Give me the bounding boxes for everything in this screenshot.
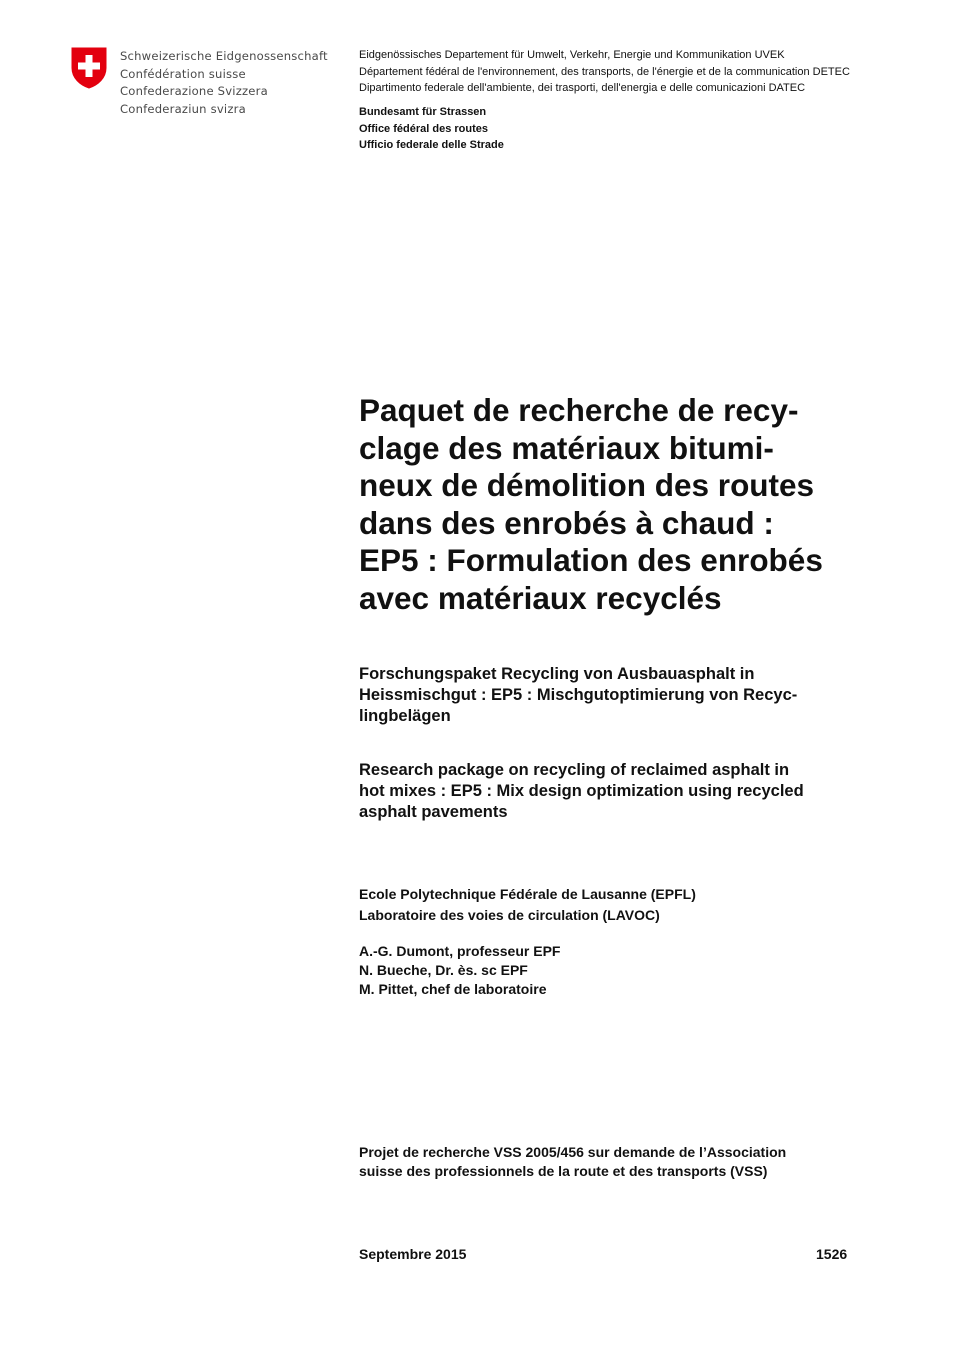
title-line: neux de démolition des routes	[359, 467, 815, 503]
subtitle-line: Research package on recycling of reclaimed asphalt in	[359, 761, 790, 779]
department-line-it: Dipartimento federale dell'ambiente, dei trasporti, dell'energia e delle comunicazioni DATEC	[359, 82, 806, 94]
subtitle-german	[359, 664, 859, 726]
department-line-de: Eidgenössisches Departement für Umwelt, Verkehr, Energie und Kommunikation UVEK	[359, 49, 785, 61]
project-line: suisse des professionnels de la route et des transports (VSS)	[359, 1162, 768, 1179]
department-header	[359, 47, 850, 97]
subtitle-line: hot mixes : EP5 : Mix design optimization using recycled	[359, 781, 804, 800]
subtitle-line: asphalt pavements	[359, 802, 508, 821]
office-line-de: Bundesamt für Strassen	[359, 106, 487, 118]
subtitle-line: Forschungspaket Recycling von Ausbauasphalt in	[359, 665, 755, 683]
title-line: EP5 : Formulation des enrobés	[359, 542, 823, 578]
confederation-logo	[70, 44, 340, 124]
confederation-line-rm: Confederaziun svizra	[120, 101, 246, 116]
confederation-line-it: Confederazione Svizzera	[120, 84, 268, 98]
project-note	[359, 1143, 786, 1181]
swiss-shield-icon	[70, 46, 108, 90]
authors-block	[359, 942, 560, 998]
publication-date: Septembre 2015	[359, 1246, 467, 1262]
confederation-names	[120, 48, 328, 118]
title-line: dans des enrobés à chaud :	[359, 504, 774, 541]
subtitle-english	[359, 760, 859, 822]
department-line-fr: Département fédéral de l'environnement, des transports, de l'énergie et de la communication DETEC	[359, 65, 850, 78]
office-line-it: Ufficio federale delle Strade	[359, 139, 504, 151]
author-line: A.-G. Dumont, professeur EPF	[359, 943, 561, 959]
report-number: 1526	[816, 1246, 848, 1262]
institution-line: Laboratoire des voies de circulation (LAVOC)	[359, 907, 660, 923]
confederation-line-fr: Confédération suisse	[120, 66, 246, 81]
author-line: N. Bueche, Dr. ès. sc EPF	[359, 961, 528, 978]
title-line: Paquet de recherche de recy-	[359, 392, 799, 428]
title-line: avec matériaux recyclés	[359, 579, 722, 616]
institution-line: Ecole Polytechnique Fédérale de Lausanne (EPFL)	[359, 886, 696, 902]
confederation-line-de: Schweizerische Eidgenossenschaft	[120, 49, 328, 63]
project-line: Projet de recherche VSS 2005/456 sur demande de l’Association	[359, 1144, 787, 1160]
institution-block	[359, 884, 696, 926]
author-line: M. Pittet, chef de laboratoire	[359, 980, 547, 997]
subtitle-line: Heissmischgut : EP5 : Mischgutoptimierung von Recyc-	[359, 685, 798, 704]
office-line-fr: Office fédéral des routes	[359, 122, 488, 135]
office-header	[359, 104, 504, 154]
title-line: clage des matériaux bitumi-	[359, 429, 774, 466]
document-title	[359, 392, 859, 617]
subtitle-line: lingbelägen	[359, 706, 451, 725]
